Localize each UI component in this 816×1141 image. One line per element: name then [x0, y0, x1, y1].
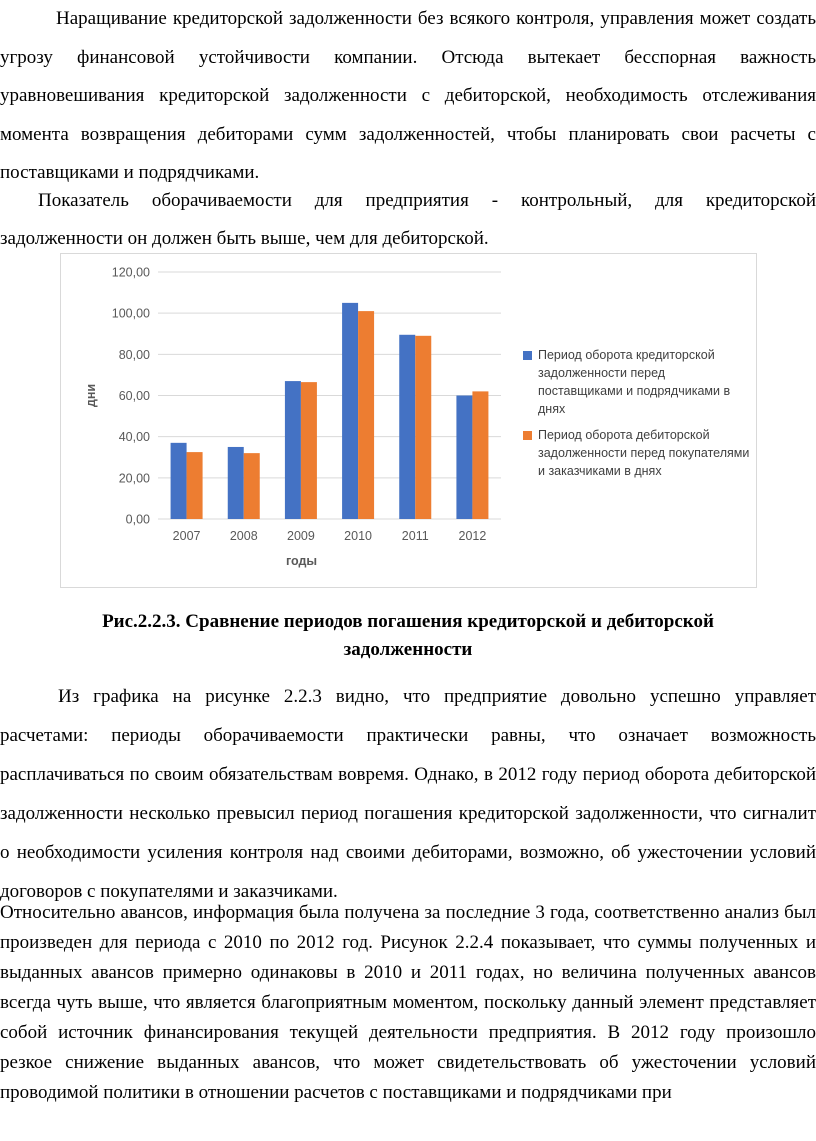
y-axis-title: дни: [84, 383, 98, 408]
bar-payables-2009: [285, 381, 301, 519]
legend-label: Период оборота кредиторской задолженности перед поставщиками и подрядчиками в днях: [538, 348, 731, 416]
bar-payables-2012: [456, 396, 472, 520]
y-tick-label: 120,00: [111, 265, 150, 280]
legend-label: Период оборота дебиторской задолженности перед покупателями и заказчиками в днях: [538, 428, 750, 478]
y-tick-label: 20,00: [118, 471, 150, 486]
x-tick-label: 2009: [287, 529, 315, 543]
bar-payables-2010: [342, 303, 358, 519]
legend-swatch: [523, 351, 532, 360]
y-tick-label: 40,00: [118, 430, 150, 445]
paragraph-4: Относительно авансов, информация была получена за последние 3 года, соответственно анализ был произведен для периода с 2010 по 2012 год. Рисунок 2.2.4 показывает, что суммы полученных и выданных авансов примерно одинаковы в 2010 и 2011 годах, но величина полученных авансов всегда чуть выше, что является благоприятным моментом, поскольку данный элемент представляет собой источник финансирования текущей деятельности предприятия. В 2012 году произошло резкое снижение выданных авансов, что может свидетельствовать об ужесточении условий проводимой политики в отношении расчетов с поставщиками и подрядчиками при: [0, 902, 816, 1103]
bar-receivables-2011: [415, 336, 431, 519]
legend-item: [523, 426, 753, 480]
chart-figure: [60, 253, 757, 588]
paragraph-3: Из графика на рисунке 2.2.3 видно, что предприятие довольно успешно управляет расчетами: периоды оборачиваемости практически равны, что означает возможность расплачиваться по своим обязательствам вовремя. Однако, в 2012 году период оборота дебиторской задолженности несколько превысил период погашения кредиторской задолженности, что сигналит о необходимости усиления контроля над своими дебиторами, возможно, об ужесточении условий договоров с покупателями и заказчиками.: [0, 686, 816, 902]
bar-receivables-2012: [472, 391, 488, 519]
y-tick-label: 60,00: [118, 389, 150, 403]
x-axis-title: годы: [285, 554, 318, 568]
bar-receivables-2010: [358, 311, 374, 519]
y-tick-label: 100,00: [111, 306, 150, 321]
paragraph-1: Наращивание кредиторской задолженности без всякого контроля, управления может создать угрозу финансовой устойчивости компании. Отсюда вытекает бесспорная важность уравновешивания кредиторской задолженности с дебиторской, необходимость отслеживания момента возвращения дебиторами сумм задолженностей, чтобы планировать свои расчеты с поставщиками и подрядчиками.: [0, 8, 816, 183]
bar-receivables-2008: [244, 453, 260, 519]
bar-payables-2007: [171, 443, 187, 519]
legend-swatch: [523, 431, 532, 440]
bar-receivables-2009: [301, 382, 317, 519]
x-tick-label: 2010: [344, 529, 372, 543]
x-tick-label: 2008: [229, 529, 258, 543]
y-tick-label: 80,00: [118, 347, 150, 362]
x-tick-label: 2011: [401, 529, 429, 543]
x-tick-label: 2007: [172, 529, 201, 543]
caption-line-1: Рис.2.2.3. Сравнение периодов погашения кредиторской и дебиторской: [102, 611, 714, 632]
y-tick-label: 0,00: [125, 512, 150, 527]
bar-receivables-2007: [187, 452, 203, 519]
bar-payables-2011: [399, 335, 415, 519]
bar-payables-2008: [228, 447, 244, 519]
x-tick-label: 2012: [458, 529, 487, 543]
legend-item: [523, 346, 753, 418]
paragraph-2: Показатель оборачиваемости для предприятия - контрольный, для кредиторской задолженности он должен быть выше, чем для дебиторской.: [0, 190, 816, 249]
caption-line-2: задолженности: [343, 639, 473, 660]
chart-legend: [523, 346, 753, 488]
figure-caption: [0, 608, 816, 664]
